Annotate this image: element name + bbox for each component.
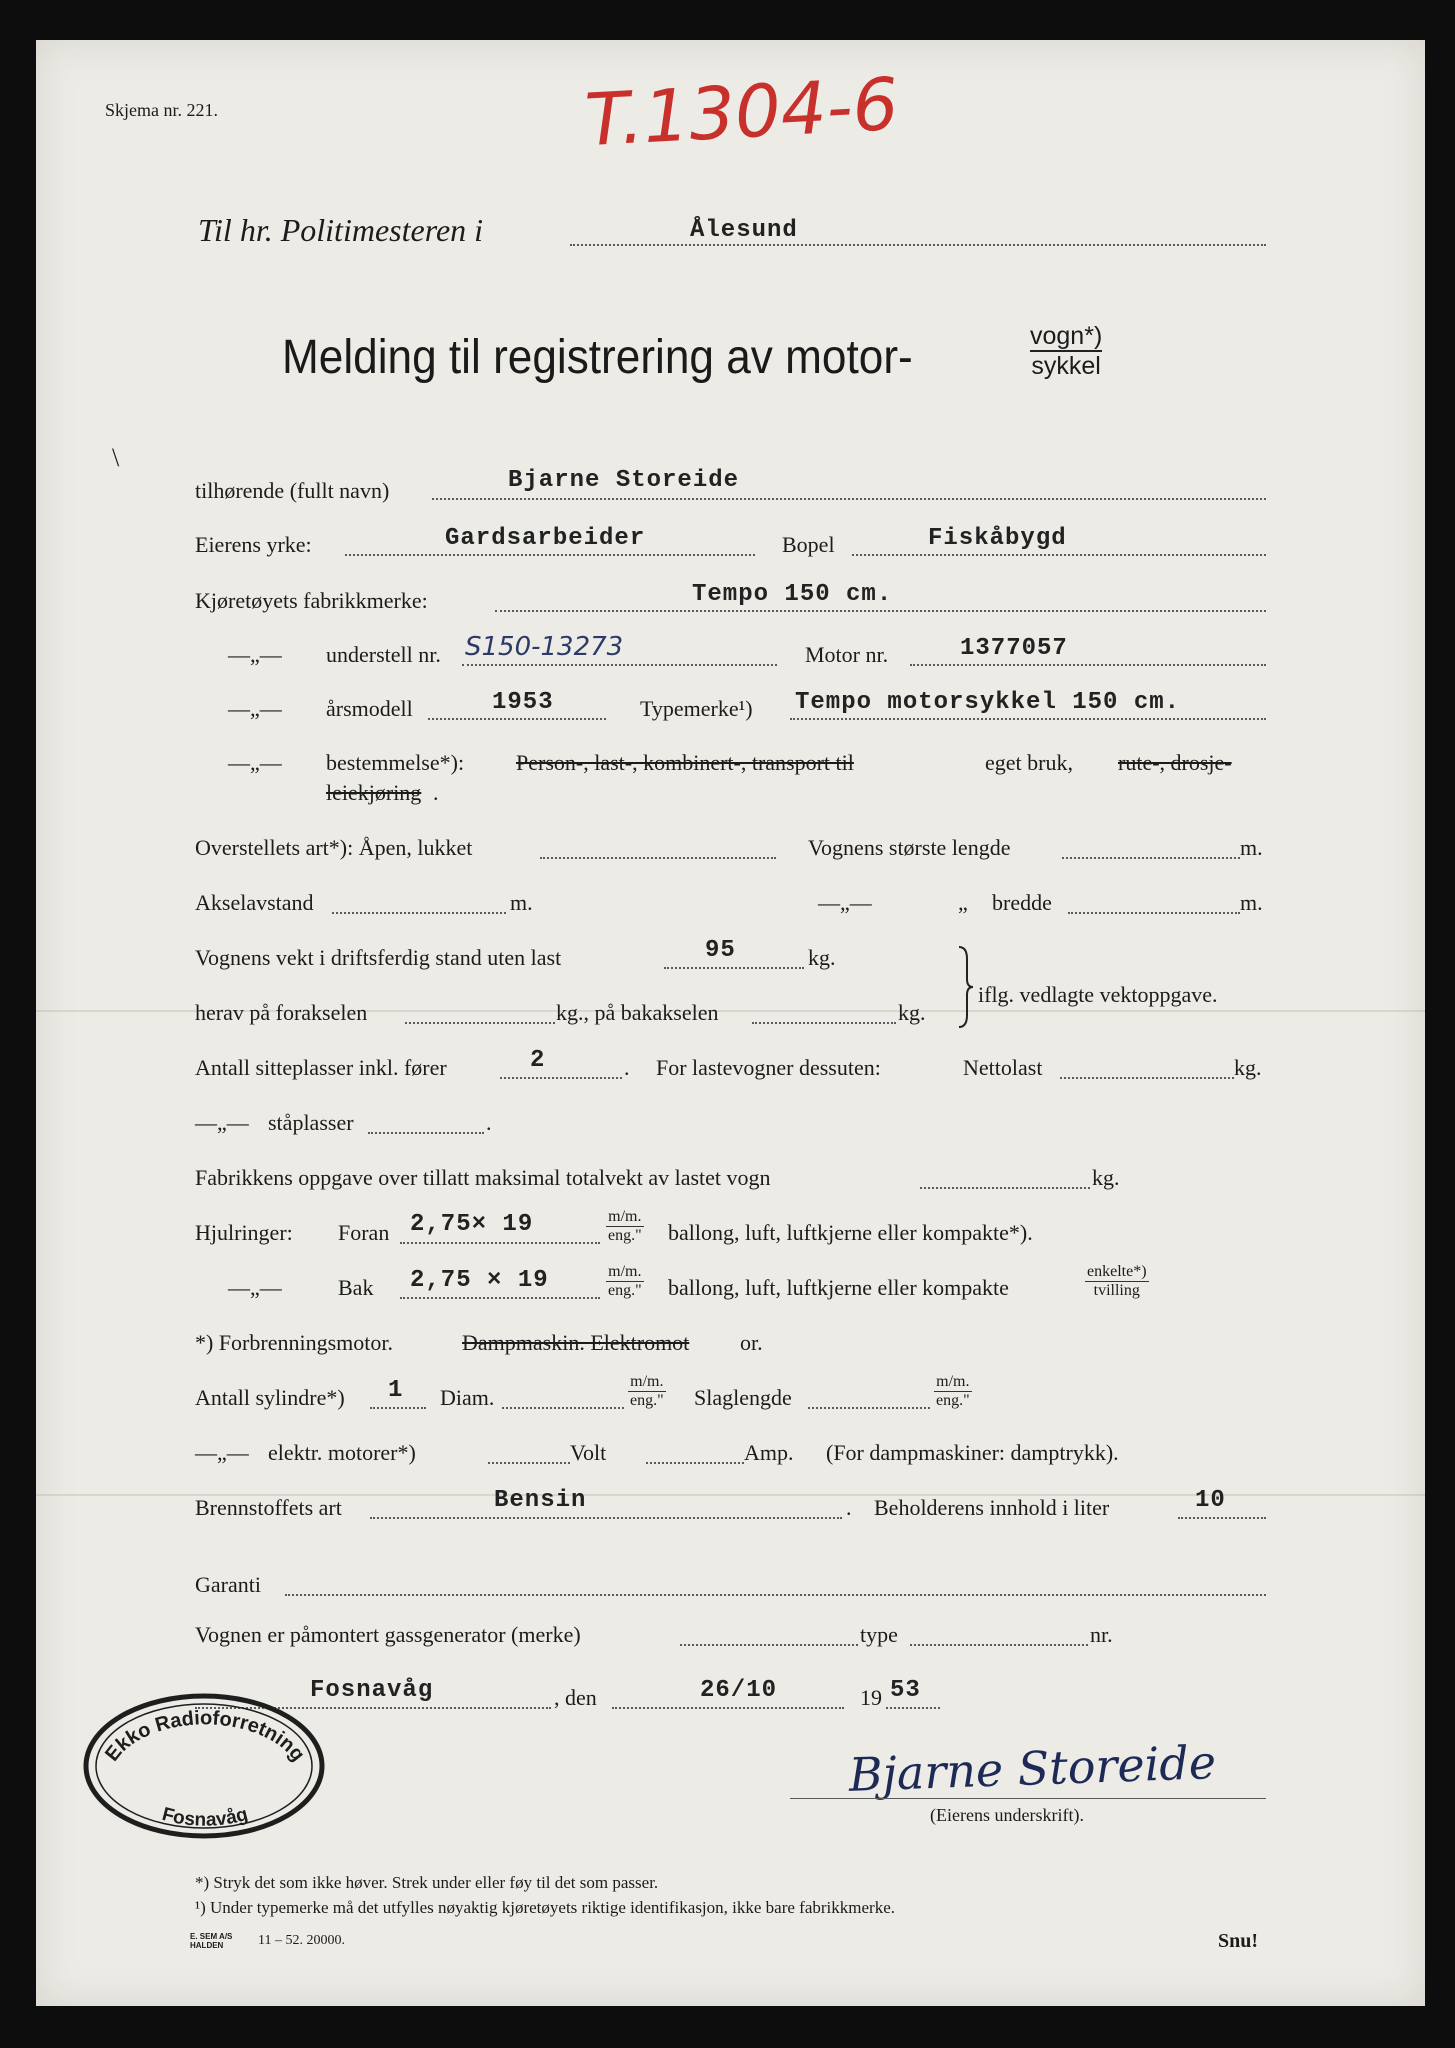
- payload-label: Nettolast: [963, 1055, 1043, 1080]
- front-tire-label: Foran: [338, 1220, 390, 1245]
- printer-city: HALDEN: [190, 1941, 224, 1950]
- signature-line: [790, 1798, 1266, 1799]
- footnote-star: *) Stryk det som ikke høver. Strek under eller føy til det som passer.: [195, 1873, 659, 1892]
- rear-axle-label: kg., på bakakselen: [556, 1000, 719, 1025]
- title-kind-bike: sykkel: [1031, 352, 1101, 380]
- seats-label: Antall sitteplasser inkl. fører: [195, 1055, 447, 1080]
- form-title: Melding til registrering av motor-: [282, 331, 913, 384]
- unit-mm: m/m.: [606, 1208, 644, 1227]
- unit-kg: kg.: [808, 945, 836, 970]
- dotted-line: [680, 1644, 858, 1646]
- curb-weight-value: 95: [705, 937, 736, 964]
- ditto-mark: —„—: [818, 890, 872, 915]
- type-label: Typemerke¹): [640, 696, 753, 721]
- purpose-struck-options: rute-, drosje-: [1118, 750, 1232, 775]
- addressee-city: Ålesund: [690, 217, 798, 244]
- brace-icon: [955, 945, 975, 1029]
- engine-number-value: 1377057: [960, 635, 1068, 662]
- model-year-value: 1953: [492, 689, 554, 716]
- dotted-line: [368, 1132, 484, 1134]
- dotted-line: [910, 1644, 1088, 1646]
- dotted-line: [495, 610, 1266, 612]
- dotted-line: [400, 1242, 600, 1244]
- owner-name-value: Bjarne Storeide: [508, 467, 740, 494]
- dotted-line: [920, 1187, 1090, 1189]
- trucks-label: For lastevogner dessuten:: [656, 1055, 881, 1080]
- unit-kg: kg.: [1234, 1055, 1262, 1080]
- seats-value: 2: [530, 1047, 546, 1074]
- tank-value: 10: [1195, 1487, 1226, 1514]
- single-label: enkelte*): [1087, 1263, 1147, 1280]
- tire-unit-fraction: [606, 1208, 644, 1245]
- ditto-mark: —„—: [228, 750, 282, 775]
- guarantee-label: Garanti: [195, 1572, 261, 1597]
- svg-text:Fosnavåg: [160, 1804, 250, 1831]
- weight-note: iflg. vedlagte vektoppgave.: [978, 982, 1218, 1007]
- dotted-line: [646, 1462, 744, 1464]
- make-value: Tempo 150 cm.: [692, 581, 893, 608]
- purpose-selected: eget bruk,: [985, 750, 1073, 775]
- type-value: Tempo motorsykkel 150 cm.: [795, 689, 1181, 716]
- signing-place: Fosnavåg: [310, 1677, 434, 1704]
- dotted-line: [500, 1077, 622, 1079]
- ditto-mark: —„—: [228, 642, 282, 667]
- unit-kg: kg.: [898, 1000, 926, 1025]
- dotted-line: [808, 1407, 930, 1409]
- stroke-label: Slaglengde: [694, 1385, 792, 1410]
- dotted-line: [1060, 1077, 1234, 1079]
- unit-m: m.: [510, 890, 533, 915]
- ditto-mark: —„—: [195, 1440, 249, 1465]
- chassis-value: S150-13273: [465, 632, 624, 662]
- unit-eng: eng.": [936, 1392, 970, 1409]
- dotted-line: [370, 1407, 426, 1409]
- front-tire-types: ballong, luft, luftkjerne eller kompakte*).: [668, 1220, 1033, 1245]
- dotted-line: [910, 664, 1266, 666]
- volt-label: Volt: [570, 1440, 607, 1465]
- occupation-value: Gardsarbeider: [445, 525, 646, 552]
- owner-signature: [845, 1726, 1265, 1806]
- unit-eng: eng.": [608, 1227, 642, 1244]
- width-label: bredde: [992, 890, 1052, 915]
- printer-name: E. SEM A/S: [190, 1932, 233, 1941]
- ditto-mark: —„—: [228, 1275, 282, 1300]
- ditto-mark: —„—: [195, 1110, 249, 1135]
- fuel-type-value: Bensin: [494, 1487, 587, 1514]
- tank-label: Beholderens innhold i liter: [874, 1495, 1110, 1520]
- signature-text: Bjarne Storeide: [847, 1735, 1217, 1802]
- addressee-label: Til hr. Politimesteren i: [198, 212, 484, 248]
- rear-tire-label: Bak: [338, 1275, 374, 1300]
- unit-mm: m/m.: [628, 1373, 666, 1392]
- dotted-line: [612, 1707, 844, 1709]
- dotted-line: [428, 718, 606, 720]
- dotted-line: [405, 1022, 555, 1024]
- unit-eng: eng.": [630, 1392, 664, 1409]
- stamp-top-text: Ekko Radioforretning: [101, 1707, 309, 1766]
- title-vehicle-kind: [1030, 322, 1102, 380]
- tire-unit-fraction: [606, 1263, 644, 1300]
- print-code: 11 – 52. 20000.: [258, 1933, 345, 1948]
- front-axle-label: herav på forakselen: [195, 1000, 368, 1025]
- fuel-type-label: Brennstoffets art: [195, 1495, 342, 1520]
- unit-m: m.: [1240, 835, 1263, 860]
- unit-eng: eng.": [608, 1282, 642, 1299]
- gas-generator-nr-label: nr.: [1090, 1622, 1113, 1647]
- residence-value: Fiskåbygd: [928, 525, 1067, 552]
- chassis-label: understell nr.: [326, 642, 441, 667]
- engine-number-label: Motor nr.: [805, 642, 889, 667]
- wheelbase-label: Akselavstand: [195, 890, 314, 915]
- gas-generator-label: Vognen er påmontert gassgenerator (merke): [195, 1622, 581, 1647]
- dotted-line: [432, 498, 1266, 500]
- dotted-line: [370, 1517, 842, 1519]
- purpose-struck-options: leiekjøring: [326, 780, 422, 805]
- cylinders-label: Antall sylindre*): [195, 1385, 345, 1410]
- dotted-line: [1062, 857, 1240, 859]
- dotted-line: [1178, 1517, 1266, 1519]
- dotted-line: [540, 857, 776, 859]
- dotted-line: [852, 554, 1266, 556]
- dotted-line: [1068, 912, 1240, 914]
- dotted-line: [462, 664, 777, 666]
- diameter-unit-fraction: [628, 1373, 666, 1410]
- rear-tire-types: ballong, luft, luftkjerne eller kompakte: [668, 1275, 1009, 1300]
- max-length-label: Vognens største lengde: [808, 835, 1011, 860]
- engine-kind-label: *) Forbrenningsmotor.: [195, 1330, 393, 1355]
- unit-mm: m/m.: [606, 1263, 644, 1282]
- purpose-end: .: [433, 780, 439, 805]
- stamp-bottom-text: Fosnavåg: [159, 1803, 251, 1831]
- form-number: Skjema nr. 221.: [105, 100, 218, 120]
- tires-label: Hjulringer:: [195, 1220, 293, 1245]
- cylinders-value: 1: [388, 1377, 404, 1404]
- single-twin-fraction: [1085, 1263, 1149, 1300]
- dotted-line: [886, 1707, 940, 1709]
- make-label: Kjøretøyets fabrikkmerke:: [195, 588, 428, 613]
- amp-label: Amp.: [744, 1440, 794, 1465]
- dotted-line: [345, 554, 755, 556]
- dealer-stamp: [78, 1690, 330, 1842]
- year-prefix: 19: [860, 1685, 882, 1710]
- unit-kg: kg.: [1092, 1165, 1120, 1190]
- dotted-line: [502, 1407, 624, 1409]
- ditto-mark: —„—: [228, 696, 282, 721]
- list-period: .: [624, 1055, 630, 1080]
- residence-label: Bopel: [782, 532, 835, 557]
- owner-name-label: tilhørende (fullt navn): [195, 478, 390, 503]
- svg-text:Ekko Radioforretning: [101, 1707, 309, 1765]
- curb-weight-label: Vognens vekt i driftsferdig stand uten last: [195, 945, 562, 970]
- turn-over-note: Snu!: [1218, 1930, 1259, 1952]
- rear-tire-value: 2,75 × 19: [410, 1267, 549, 1294]
- dotted-line: [332, 912, 506, 914]
- dotted-line: [570, 244, 1266, 246]
- standing-label: ståplasser: [268, 1110, 354, 1135]
- twin-label: tvilling: [1093, 1282, 1140, 1299]
- dotted-line: [285, 1594, 1266, 1596]
- date-label: , den: [554, 1685, 597, 1710]
- unit-mm: m/m.: [934, 1373, 972, 1392]
- dotted-line: [488, 1462, 570, 1464]
- dotted-line: [400, 1297, 600, 1299]
- margin-mark: \: [112, 443, 120, 472]
- dotted-line: [664, 967, 804, 969]
- signing-date: 26/10: [700, 1677, 778, 1704]
- gas-generator-type-label: type: [860, 1622, 898, 1647]
- stroke-unit-fraction: [934, 1373, 972, 1410]
- max-weight-label: Fabrikkens oppgave over tillatt maksimal totalvekt av lastet vogn: [195, 1165, 771, 1190]
- dotted-line: [790, 718, 1266, 720]
- title-kind-car: vogn*): [1030, 322, 1103, 350]
- dotted-line: [752, 1022, 896, 1024]
- electric-motors-label: elektr. motorer*): [268, 1440, 416, 1465]
- model-year-label: årsmodell: [326, 696, 413, 721]
- steam-label: (For dampmaskiner: damptrykk).: [826, 1440, 1119, 1465]
- engine-kind-end: or.: [740, 1330, 763, 1355]
- purpose-struck-options: Person-, last-, kombinert-, transport til: [516, 750, 854, 775]
- engine-kind-struck: Dampmaskin. Elektromot: [462, 1330, 690, 1355]
- diameter-label: Diam.: [440, 1385, 495, 1410]
- body-type-label: Overstellets art*): Åpen, lukket: [195, 835, 473, 860]
- ditto-mark: „: [958, 890, 968, 915]
- unit-m: m.: [1240, 890, 1263, 915]
- list-period: .: [846, 1495, 852, 1520]
- purpose-label: bestemmelse*):: [326, 750, 465, 775]
- front-tire-value: 2,75× 19: [410, 1211, 534, 1238]
- footnote-one: ¹) Under typemerke må det utfylles nøyaktig kjøretøyets riktige identifikasjon, ikke bare fabrikkmerke.: [195, 1898, 895, 1917]
- handwritten-case-number: T.1304-6: [583, 61, 901, 163]
- signature-label: (Eierens underskrift).: [930, 1805, 1084, 1825]
- list-period: .: [486, 1110, 492, 1135]
- occupation-label: Eierens yrke:: [195, 532, 312, 557]
- signing-year: 53: [890, 1677, 921, 1704]
